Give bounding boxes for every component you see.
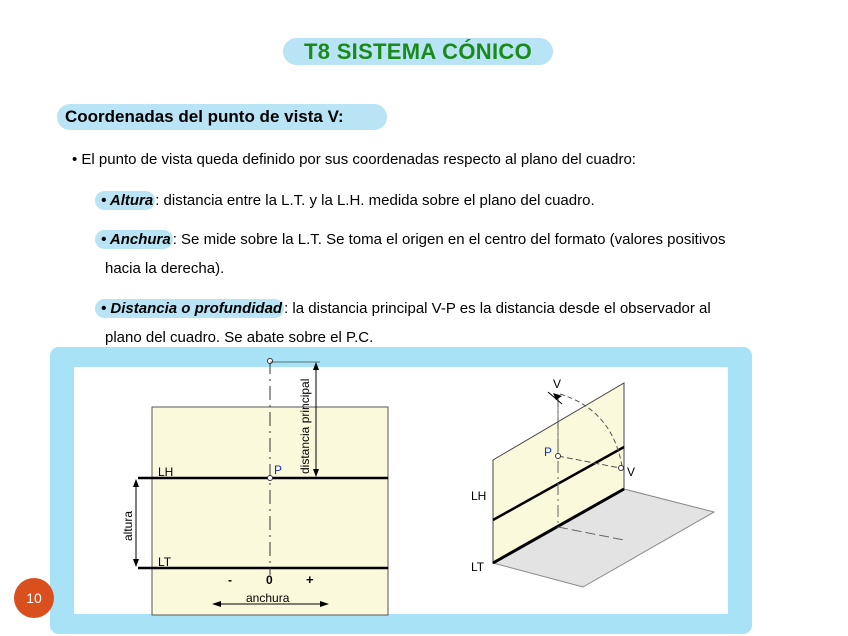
bullet-text: : la distancia principal V-P es la distancia desde el observador al: [284, 300, 711, 317]
label-distancia: distancia principal: [298, 378, 312, 474]
label-anchura: anchura: [246, 591, 290, 605]
label-zero: 0: [266, 573, 273, 587]
point-p: [556, 454, 561, 459]
label-plus: +: [306, 572, 314, 587]
label-p: P: [544, 445, 553, 459]
slide-title: T8 SISTEMA CÓNICO: [283, 38, 553, 65]
label-lt: LT: [471, 560, 485, 574]
bullet-term: • Distancia o profundidad: [95, 299, 284, 318]
label-v-top: V: [553, 377, 562, 391]
page-number-badge: 10: [14, 578, 54, 618]
bullet-text: : Se mide sobre la L.T. Se toma el origen en el centro del formato (valores positivos: [172, 231, 726, 248]
label-p: P: [274, 463, 283, 477]
label-altura: altura: [121, 510, 135, 541]
label-v-right: V: [627, 465, 636, 479]
bullet-text: : distancia entre la L.T. y la L.H. medida sobre el plano del cuadro.: [155, 192, 595, 209]
label-lt: LT: [158, 555, 172, 569]
label-lh: LH: [158, 465, 174, 479]
bullet-text-cont: plano del cuadro. Se abate sobre el P.C.: [105, 329, 374, 346]
intro-text: • El punto de vista queda definido por sus coordenadas respecto al plano del cuadro:: [72, 151, 636, 168]
section-heading: Coordenadas del punto de vista V:: [57, 104, 387, 130]
point-v-rotated: [619, 466, 624, 471]
label-lh: LH: [471, 489, 487, 503]
bullet-text-cont: hacia la derecha).: [105, 260, 225, 277]
bullet-term: • Anchura: [95, 230, 173, 249]
label-minus: -: [228, 573, 232, 587]
bullet-term: • Altura: [95, 191, 155, 210]
